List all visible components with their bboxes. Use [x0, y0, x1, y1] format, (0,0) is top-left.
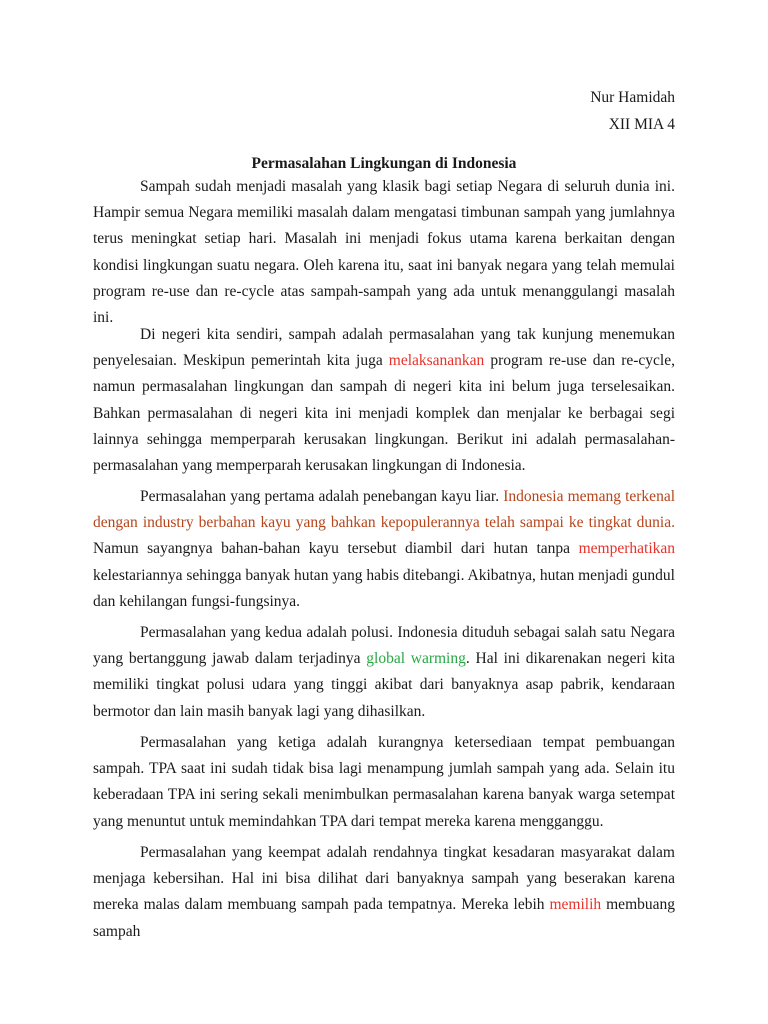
paragraph-1: [93, 174, 675, 331]
highlighted-word: memilih: [549, 896, 602, 914]
paragraph-text: program re-use dan re-cycle, namun permasalahan lingkungan dan sampah di negeri kita ini belum juga terselesaikan. Bahkan permasalahan di negeri kita ini menjadi komplek dan menjalar ke berbagai segi lainnya sehingga memperparah kerusakan lingkungan. Berikut ini adalah permasalahan-permasalahan yang memperparah kerusakan lingkungan di Indonesia.: [93, 352, 675, 475]
paragraph-text: . Hal ini dikarenakan negeri kita memiliki tingkat polusi udara yang tinggi akibat dari banyaknya asap pabrik, kendaraan bermotor dan lain masih banyak lagi yang dihasilkan.: [93, 650, 675, 720]
paragraph-6: [93, 840, 675, 945]
paragraph-4: [93, 620, 675, 725]
highlighted-word: memperhatikan: [578, 540, 675, 558]
paragraph-5: [93, 730, 675, 835]
author-name: Nur Hamidah: [590, 89, 675, 106]
highlighted-sentence: Indonesia memang terkenal dengan industry berbahan kayu yang bahkan kepopulerannya telah sampai ke tingkat dunia.: [93, 488, 675, 532]
paragraph-text: Namun sayangnya bahan-bahan kayu tersebut diambil dari hutan tanpa: [93, 540, 579, 558]
paragraph-2: [93, 322, 675, 479]
highlighted-phrase: global warming: [366, 650, 466, 668]
document-title: Permasalahan Lingkungan di Indonesia: [251, 155, 517, 172]
paragraph-text: Permasalahan yang keempat adalah rendahnya tingkat kesadaran masyarakat dalam menjaga kebersihan. Hal ini bisa dilihat dari banyaknya sampah yang beserakan karena mereka malas dalam membuang sampah pada tempatnya. Mereka lebih: [93, 844, 675, 914]
paragraph-text: membuang sampah: [93, 896, 676, 940]
paragraph-3: [93, 484, 675, 615]
paragraph-text: Permasalahan yang ketiga adalah kurangnya ketersediaan tempat pembuangan sampah. TPA saat ini sudah tidak bisa lagi menampung jumlah sampah yang ada. Selain itu keberadaan TPA ini sering sekali menimbulkan permasalahan karena banyak warga setempat yang menuntut untuk memindahkan TPA dari tempat mereka karena mengganggu.: [93, 734, 675, 830]
paragraph-text: Permasalahan yang kedua adalah polusi. Indonesia dituduh sebagai salah satu Negara yang bertanggung jawab dalam terjadinya: [93, 624, 675, 668]
paragraph-text: Permasalahan yang pertama adalah penebangan kayu liar.: [140, 488, 504, 505]
class-name: XII MIA 4: [608, 116, 675, 133]
paragraph-text: kelestariannya sehingga banyak hutan yang habis ditebangi. Akibatnya, hutan menjadi gundul dan kehilangan fungsi-fungsinya.: [93, 566, 675, 610]
paragraph-text: Sampah sudah menjadi masalah yang klasik bagi setiap Negara di seluruh dunia ini. Hampir semua Negara memiliki masalah dalam mengatasi timbunan sampah yang jumlahnya terus meningkat setiap hari. Masalah ini menjadi fokus utama karena berkaitan dengan kondisi lingkungan suatu negara. Oleh karena itu, saat ini banyak negara yang telah memulai program re-use dan re-cycle atas sampah-sampah yang ada untuk menanggulangi masalah ini.: [93, 178, 675, 327]
paragraph-text: Di negeri kita sendiri, sampah adalah permasalahan yang tak kunjung menemukan penyelesaian. Meskipun pemerintah kita juga: [93, 326, 675, 370]
highlighted-word: melaksanankan: [388, 352, 485, 370]
